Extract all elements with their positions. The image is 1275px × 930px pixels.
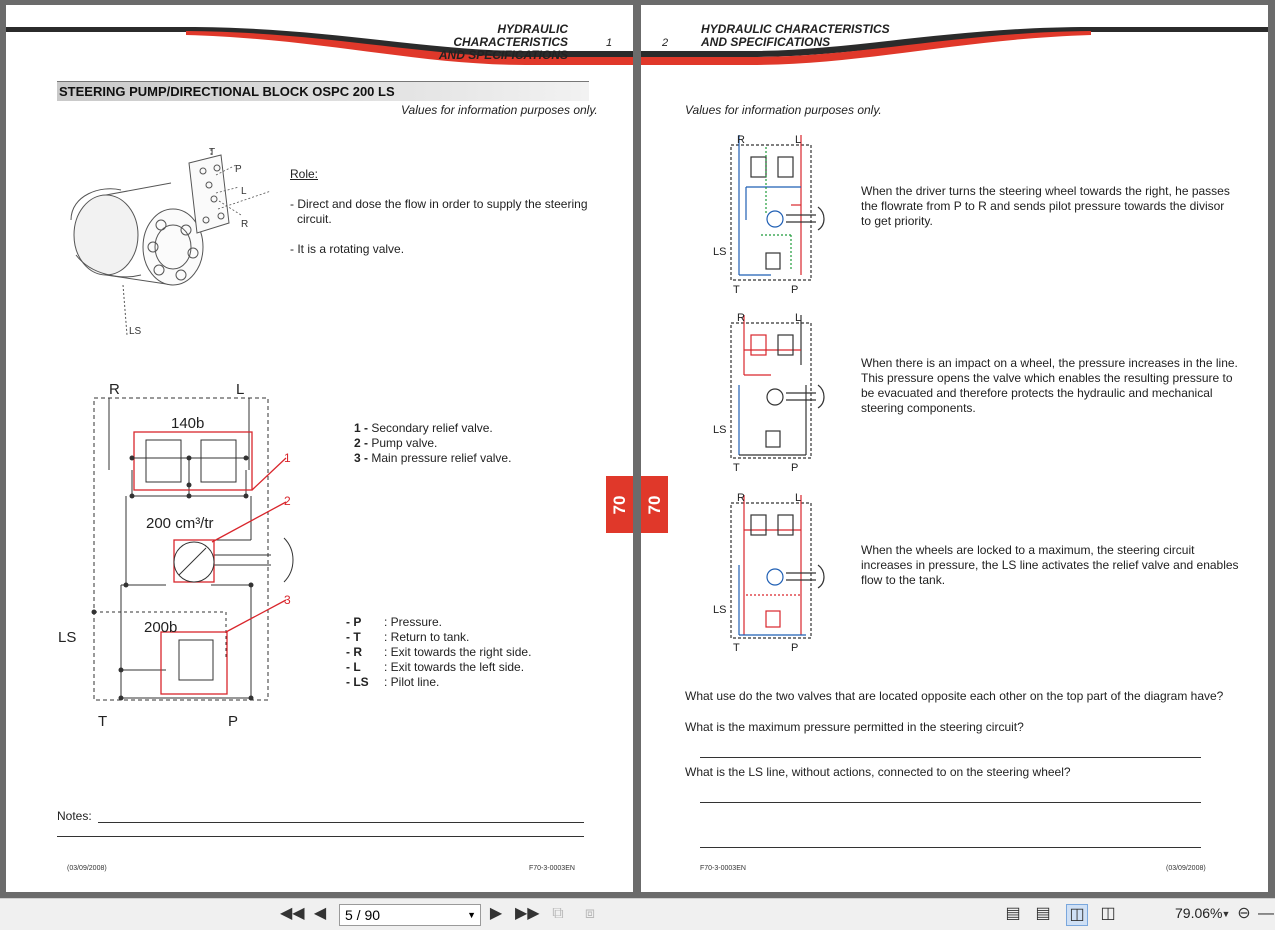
numbered-legend bbox=[354, 421, 511, 466]
legend-num: 1 - bbox=[354, 421, 369, 435]
last-page-icon[interactable]: ▶▶ bbox=[515, 905, 540, 922]
section-tab-left bbox=[606, 476, 633, 533]
role-item1-line1: - Direct and dose the flow in order to supply the steering bbox=[290, 197, 588, 211]
zoom-level: 79.06% bbox=[1175, 905, 1223, 921]
port-row bbox=[346, 660, 531, 675]
scenario-line: When the driver turns the steering wheel towards the right, he passes bbox=[861, 184, 1230, 198]
scenario2-text bbox=[861, 356, 1238, 416]
mini-diagram-right-turn bbox=[706, 125, 836, 295]
role-item2: - It is a rotating valve. bbox=[290, 242, 405, 256]
answer-line bbox=[700, 757, 1201, 758]
legend-num: 2 - bbox=[354, 436, 369, 450]
diagram-label-p: P bbox=[228, 713, 239, 730]
section-tab-label: 70 bbox=[609, 495, 629, 514]
page-number: 2 bbox=[662, 37, 669, 49]
footer-code: F70-3-0003EN bbox=[529, 865, 575, 872]
zoom-dropdown-icon[interactable]: ▼ bbox=[1221, 909, 1231, 919]
diagram-label-displacement: 200 cm³/tr bbox=[146, 515, 214, 532]
zoom-slider-icon[interactable]: — bbox=[1258, 905, 1274, 922]
port-row bbox=[346, 630, 531, 645]
footer-date: (03/09/2008) bbox=[67, 865, 107, 872]
info-note: Values for information purposes only. bbox=[685, 103, 882, 117]
notes-line bbox=[98, 822, 584, 823]
scenario-line: steering components. bbox=[861, 401, 976, 415]
previous-view-icon[interactable]: ⧉ bbox=[552, 905, 564, 922]
scenario-line: flow to the tank. bbox=[861, 573, 946, 587]
section-title: STEERING PUMP/DIRECTIONAL BLOCK OSPC 200 LS bbox=[59, 84, 395, 99]
footer-date: (03/09/2008) bbox=[1166, 865, 1206, 872]
next-page-icon[interactable]: ▶ bbox=[489, 905, 503, 922]
pump-label-l: L bbox=[241, 186, 247, 197]
mini-label-ls: LS bbox=[713, 604, 727, 616]
pump-illustration bbox=[61, 135, 291, 340]
page-number-input[interactable] bbox=[339, 904, 481, 926]
scenario-line: increases in pressure, the LS line activates the relief valve and enables bbox=[861, 558, 1239, 572]
page-header bbox=[701, 23, 890, 49]
mini-diagram-wheels-locked bbox=[706, 485, 836, 655]
diagram-label-ls: LS bbox=[58, 629, 77, 646]
port-text: : Pressure. bbox=[384, 615, 443, 629]
port-row bbox=[346, 615, 531, 630]
mini-label-l: L bbox=[795, 312, 802, 324]
question-3: What is the LS line, without actions, connected to on the steering wheel? bbox=[685, 765, 1071, 779]
mini-label-t: T bbox=[733, 642, 740, 654]
port-key: - P bbox=[346, 615, 362, 629]
legend-text: Pump valve. bbox=[371, 436, 438, 450]
single-page-icon[interactable]: ▤ bbox=[1005, 905, 1021, 922]
legend-row bbox=[354, 436, 511, 451]
port-key: - T bbox=[346, 630, 361, 644]
port-key: - R bbox=[346, 645, 362, 659]
mini-label-r: R bbox=[737, 312, 745, 324]
header-line1: HYDRAULIC CHARACTERISTICS bbox=[701, 22, 890, 36]
scenario-line: the flowrate from P to R and sends pilot pressure towards the divisor bbox=[861, 199, 1225, 213]
callout-1: 1 bbox=[284, 451, 291, 465]
page-dropdown-icon[interactable]: ▼ bbox=[467, 910, 476, 920]
port-key: - LS bbox=[346, 675, 369, 689]
diagram-label-r: R bbox=[109, 381, 120, 398]
mini-label-l: L bbox=[795, 134, 802, 146]
port-row bbox=[346, 645, 531, 660]
pump-label-t: T bbox=[209, 147, 216, 158]
info-note: Values for information purposes only. bbox=[401, 103, 598, 117]
port-row bbox=[346, 675, 531, 690]
scenario-line: When there is an impact on a wheel, the pressure increases in the line. bbox=[861, 356, 1238, 370]
viewer-toolbar bbox=[0, 898, 1275, 930]
mini-label-ls: LS bbox=[713, 424, 727, 436]
next-view-icon[interactable]: ⧈ bbox=[584, 905, 596, 922]
scenario-line: This pressure opens the valve which enables the resulting pressure to bbox=[861, 371, 1233, 385]
callout-box-1 bbox=[134, 432, 252, 490]
port-key: - L bbox=[346, 660, 361, 674]
section-title-bar bbox=[57, 81, 589, 101]
diagram-label-l: L bbox=[236, 381, 245, 398]
mini-label-p: P bbox=[791, 462, 799, 474]
diagram-label-200b: 200b bbox=[144, 619, 178, 636]
answer-line bbox=[700, 802, 1201, 803]
legend-row bbox=[354, 451, 511, 466]
question-1: What use do the two valves that are located opposite each other on the top part of the diagram have? bbox=[685, 689, 1224, 703]
two-page-icon[interactable]: ◫ bbox=[1066, 904, 1088, 926]
diagram-label-t: T bbox=[98, 713, 108, 730]
pump-label-ls: LS bbox=[129, 326, 142, 337]
scenario-line: When the wheels are locked to a maximum, the steering circuit bbox=[861, 543, 1195, 557]
mini-label-t: T bbox=[733, 284, 740, 295]
callout-box-3 bbox=[161, 632, 227, 694]
page-indicator: 5 / 90 bbox=[345, 907, 381, 923]
scenario-line: to get priority. bbox=[861, 214, 933, 228]
scenario1-text bbox=[861, 184, 1230, 229]
page-header bbox=[392, 23, 568, 62]
mini-label-p: P bbox=[791, 284, 799, 295]
mini-label-l: L bbox=[795, 492, 802, 504]
pump-label-p: P bbox=[235, 164, 242, 175]
header-line1: HYDRAULIC CHARACTERISTICS bbox=[453, 22, 568, 49]
hydraulic-schematic bbox=[46, 370, 316, 730]
mini-label-t: T bbox=[733, 462, 740, 474]
first-page-icon[interactable]: ◀◀ bbox=[280, 905, 305, 922]
zoom-out-icon[interactable]: ⊖ bbox=[1237, 905, 1251, 922]
notes-line bbox=[57, 836, 584, 837]
pump-label-r: R bbox=[241, 219, 249, 230]
legend-row bbox=[354, 421, 511, 436]
port-text: : Exit towards the left side. bbox=[384, 660, 525, 674]
legend-text: Secondary relief valve. bbox=[371, 421, 493, 435]
header-line2: AND SPECIFICATIONS bbox=[701, 35, 831, 49]
mini-label-r: R bbox=[737, 492, 745, 504]
page-number: 1 bbox=[606, 37, 613, 49]
right-page bbox=[641, 5, 1268, 892]
port-text: : Exit towards the right side. bbox=[384, 645, 532, 659]
legend-text: Main pressure relief valve. bbox=[371, 451, 512, 465]
legend-num: 3 - bbox=[354, 451, 369, 465]
mini-label-r: R bbox=[737, 134, 745, 146]
callout-3: 3 bbox=[284, 593, 291, 607]
scenario3-text bbox=[861, 543, 1239, 588]
notes-label: Notes: bbox=[57, 809, 92, 823]
port-text: : Pilot line. bbox=[384, 675, 440, 689]
scenario-line: be evacuated and therefore protects the hydraulic and mechanical bbox=[861, 386, 1213, 400]
continuous-page-icon[interactable]: ▤ bbox=[1035, 905, 1051, 922]
callout-2: 2 bbox=[284, 494, 291, 508]
mini-label-ls: LS bbox=[713, 246, 727, 258]
section-tab-right bbox=[641, 476, 668, 533]
diagram-label-140b: 140b bbox=[171, 415, 205, 432]
left-page bbox=[6, 5, 633, 892]
answer-line bbox=[700, 847, 1201, 848]
mini-label-p: P bbox=[791, 642, 799, 654]
mini-diagram-wheel-impact bbox=[706, 305, 836, 475]
two-page-continuous-icon[interactable]: ◫ bbox=[1100, 905, 1116, 922]
header-line2: AND SPECIFICATIONS bbox=[438, 48, 568, 62]
port-legend bbox=[346, 615, 531, 690]
role-item1-line2: circuit. bbox=[297, 212, 332, 226]
question-2: What is the maximum pressure permitted in the steering circuit? bbox=[685, 720, 1024, 734]
footer-code: F70-3-0003EN bbox=[700, 865, 746, 872]
previous-page-icon[interactable]: ◀ bbox=[313, 905, 327, 922]
role-heading: Role: bbox=[290, 167, 319, 181]
section-tab-label: 70 bbox=[644, 495, 664, 514]
port-text: : Return to tank. bbox=[384, 630, 470, 644]
